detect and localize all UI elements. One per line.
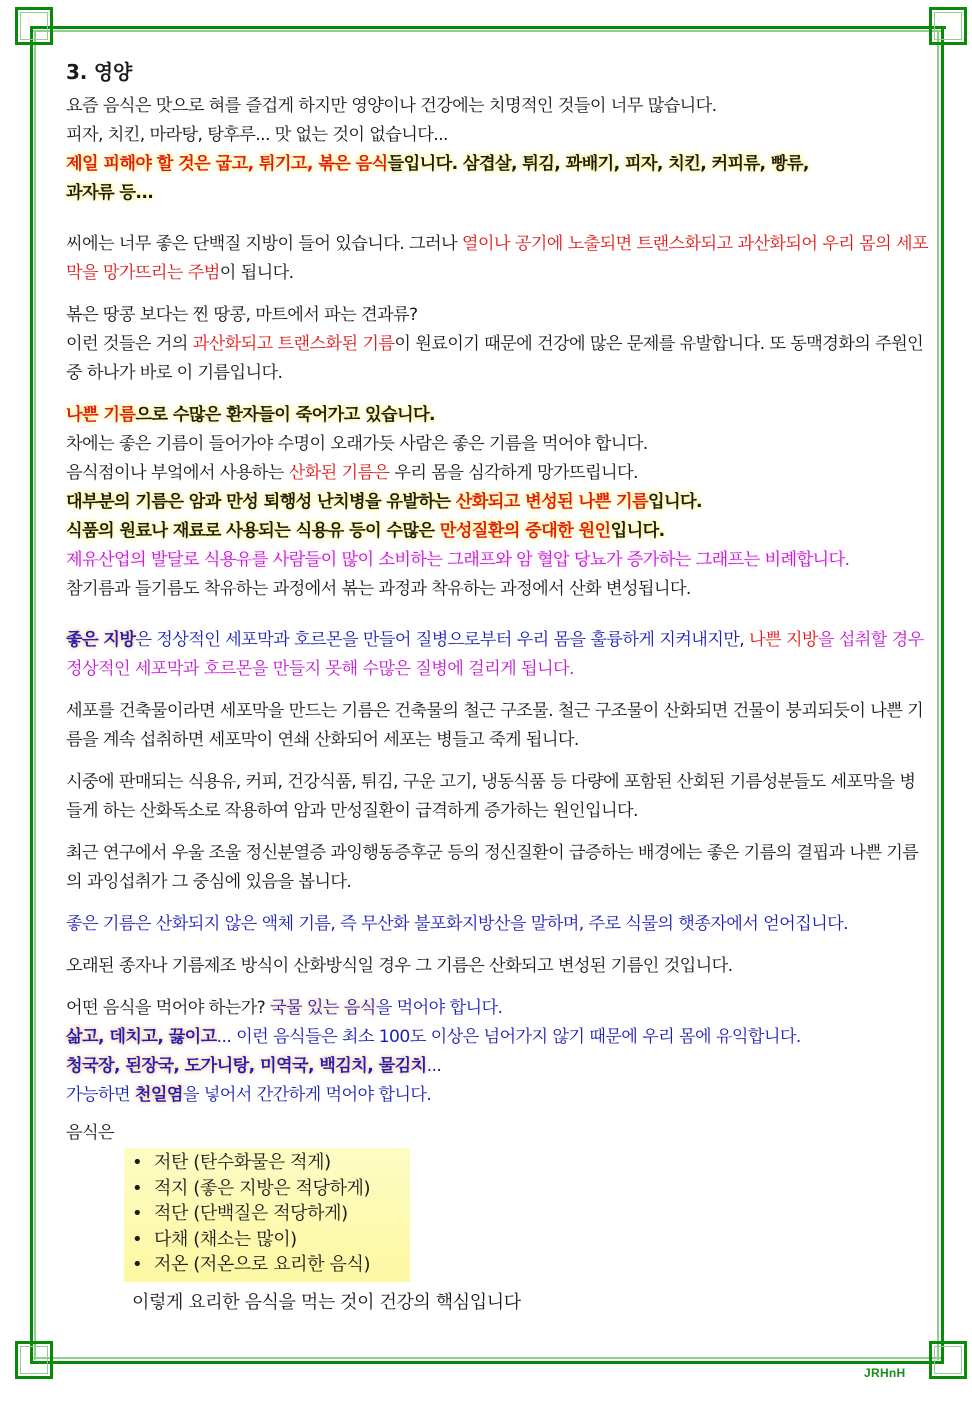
frame-left-line-inner [34, 30, 36, 1360]
frame-corner-bottom-left [15, 1341, 53, 1379]
closing-statement: 이렇게 요리한 음식을 먹는 것이 건강의 핵심입니다 [132, 1291, 521, 1313]
magenta-text: 제유산업의 발달로 식용유를 사람들이 많이 소비하는 그래프와 암 혈압 당뇨가 증가하는 그래프는 비례합니다. [66, 550, 850, 570]
brand-logo: JRHnH [864, 1366, 906, 1380]
paragraph-old-seeds: 오래된 종자나 기름제조 방식이 산화방식일 경우 그 기름은 산화되고 변성된 기름인 것입니다. [66, 956, 733, 976]
document-body [66, 56, 928, 1317]
highlight-text: 대부분의 기름은 암과 만성 퇴행성 난치병을 유발하는 [66, 492, 456, 512]
list-item: • 적지 (좋은 지방은 적당하게) [132, 1176, 410, 1202]
frame-bottom-line-inner [33, 1357, 941, 1359]
highlight-text: 입니다. [610, 521, 665, 541]
red-text: 과산화되고 트랜스화된 기름 [192, 334, 395, 354]
frame-left-line [30, 26, 33, 1364]
text-line: 참기름과 들기름도 착유하는 과정에서 볶는 과정과 착유하는 과정에서 산화 변성됩니다. [66, 579, 691, 599]
blue-highlight-text: 삶고, 데치고, 끓이고 [66, 1027, 217, 1047]
plain-text: 음식점이나 부엌에서 사용하는 [66, 463, 289, 483]
food-principles-list [124, 1148, 410, 1282]
plain-text: 이 됩니다. [219, 263, 294, 283]
frame-corner-top-right [929, 7, 967, 45]
paragraph-research: 최근 연구에서 우울 조울 정신분열증 과잉행동증후군 등의 정신질환이 급증하는 배경에는 좋은 기름의 결핍과 나쁜 기름의 과잉섭취가 그 중심에 있음을 봅니다. [66, 843, 919, 892]
highlight-text: 들입니다. 삼겹살, 튀김, 꽈배기, 피자, 치킨, 커피류, 빵류, [387, 154, 809, 174]
paragraph-bad-oil [66, 401, 928, 604]
paragraph-good-fat [66, 626, 928, 684]
section-title: 3. 영양 [66, 60, 133, 84]
red-text: 나쁜 지방 [749, 630, 818, 650]
text-line: 차에는 좋은 기름이 들어가야 수명이 오래가듯 사람은 좋은 기름을 먹어야 합니다. [66, 434, 648, 454]
red-highlight-text: 산화되고 변성된 나쁜 기름 [455, 492, 648, 512]
text-line [66, 1023, 928, 1052]
text-line-highlighted [66, 179, 928, 208]
frame-corner-top-left [15, 7, 53, 45]
highlight-text: 입니다. [647, 492, 702, 512]
text-line [66, 330, 928, 388]
plain-text: 이런 것들은 거의 [66, 334, 193, 354]
plain-text: 우리 몸을 심각하게 망가뜨립니다. [389, 463, 638, 483]
plain-text: 이 원료이기 때문에 건강에 많은 문제를 유발합니다. 또 동맥경화의 주원인 중 하나가 바로 이 기름입니다. [66, 334, 924, 383]
text-line: 요즘 음식은 맛으로 혀를 즐겁게 하지만 영양이나 건강에는 치명적인 것들이 너무 많습니다. [66, 96, 717, 116]
plain-text: 씨에는 너무 좋은 단백질 지방이 들어 있습니다. 그러나 [66, 234, 462, 254]
frame-top-line [30, 26, 946, 29]
blue-text: 은 정상적인 세포막과 호르몬을 만들어 질병으로부터 우리 몸을 훌륭하게 지켜내지만, [135, 630, 750, 650]
list-item: • 저탄 (탄수화물은 적게) [132, 1150, 410, 1176]
paragraph-market-oils: 시중에 판매되는 식용유, 커피, 건강식품, 튀김, 구운 고기, 냉동식품 등 다량에 포함된 산회된 기름성분들도 세포막을 병들게 하는 산화독소로 작용하여 암과 만성질환이 급격하게 증가하는 원인입니다. [66, 772, 916, 821]
paragraph-peanuts [66, 301, 928, 388]
paragraph-good-oil: 좋은 기름은 산화되지 않은 액체 기름, 즉 무산화 불포화지방산을 말하며, 주로 식물의 햇종자에서 얻어집니다. [66, 914, 848, 934]
text-line [66, 994, 928, 1023]
blue-highlight-text: 국물 있는 음식 [270, 998, 376, 1018]
highlight-text: 식품의 원료나 재료로 사용되는 식용유 등이 수많은 [66, 521, 440, 541]
text-line [66, 1052, 928, 1081]
food-summary [66, 1119, 928, 1317]
plain-text: 어떤 음식을 먹어야 하는가? [66, 998, 271, 1018]
blue-text: 을 넣어서 간간하게 먹어야 합니다. [182, 1085, 432, 1105]
text-line [66, 1081, 928, 1110]
red-text: 산화된 기름은 [288, 463, 390, 483]
blue-text: ... [426, 1056, 442, 1076]
blue-text: 가능하면 [66, 1085, 135, 1105]
text-line: 피자, 치킨, 마라탕, 탕후루... 맛 없는 것이 없습니다... [66, 125, 448, 145]
frame-right-line-inner [937, 30, 939, 1360]
text-line [66, 488, 928, 517]
list-item: • 다채 (채소는 많이) [132, 1227, 410, 1253]
paragraph-cell-membrane: 세포를 건축물이라면 세포막을 만드는 기름은 건축물의 철근 구조물. 철근 구조물이 산화되면 건물이 붕괴되듯이 나쁜 기름을 계속 섭취하면 세포막이 연쇄 산화되어 세포는 병들고 죽게 됩니다. [66, 701, 924, 750]
highlight-text: 으로 수많은 환자들이 죽어가고 있습니다. [135, 405, 435, 425]
red-highlight-text: 제일 피해야 할 것은 굽고, 튀기고, 볶은 음식 [66, 154, 388, 174]
text-line [66, 517, 928, 546]
frame-top-line-inner [33, 30, 943, 32]
frame-corner-bottom-right [929, 1341, 967, 1379]
frame-bottom-line [30, 1361, 944, 1364]
red-text: 열이나 공기에 노출되면 트랜스화되고 과산화되어 우리 몸의 세포막을 망가뜨리는 주범 [66, 234, 928, 283]
highlight-text: 과자류 등... [66, 183, 154, 203]
blue-highlight-text: 좋은 지방 [66, 630, 136, 650]
red-highlight-text: 나쁜 기름 [66, 405, 136, 425]
red-highlight-text: 만성질환의 중대한 원인 [439, 521, 611, 541]
blue-text: 을 먹어야 합니다. [375, 998, 503, 1018]
food-summary-intro: 음식은 [66, 1123, 115, 1143]
paragraph-what-to-eat [66, 994, 928, 1110]
text-line-highlighted [66, 150, 928, 179]
text-line [66, 459, 928, 488]
blue-highlight-text: 청국장, 된장국, 도가니탕, 미역국, 백김치, 물김치 [66, 1056, 427, 1076]
frame-right-line [941, 26, 944, 1364]
magenta-text: 을 섭취할 경우 정상적인 세포막과 호르몬을 만들지 못해 수많은 질병에 걸리게 됩니다. [66, 630, 924, 679]
blue-highlight-text: 천일염 [134, 1085, 183, 1105]
paragraph-seeds [66, 230, 928, 288]
blue-text: ... 이런 음식들은 최소 100도 이상은 넘어가지 않기 때문에 우리 몸에 유익합니다. [216, 1027, 801, 1047]
paragraph-intro [66, 92, 928, 208]
list-item: • 저온 (저온으로 요리한 음식) [132, 1252, 410, 1278]
text-line: 볶은 땅콩 보다는 찐 땅콩, 마트에서 파는 견과류? [66, 305, 418, 325]
list-item: • 적단 (단백질은 적당하게) [132, 1201, 410, 1227]
text-line [66, 401, 928, 430]
